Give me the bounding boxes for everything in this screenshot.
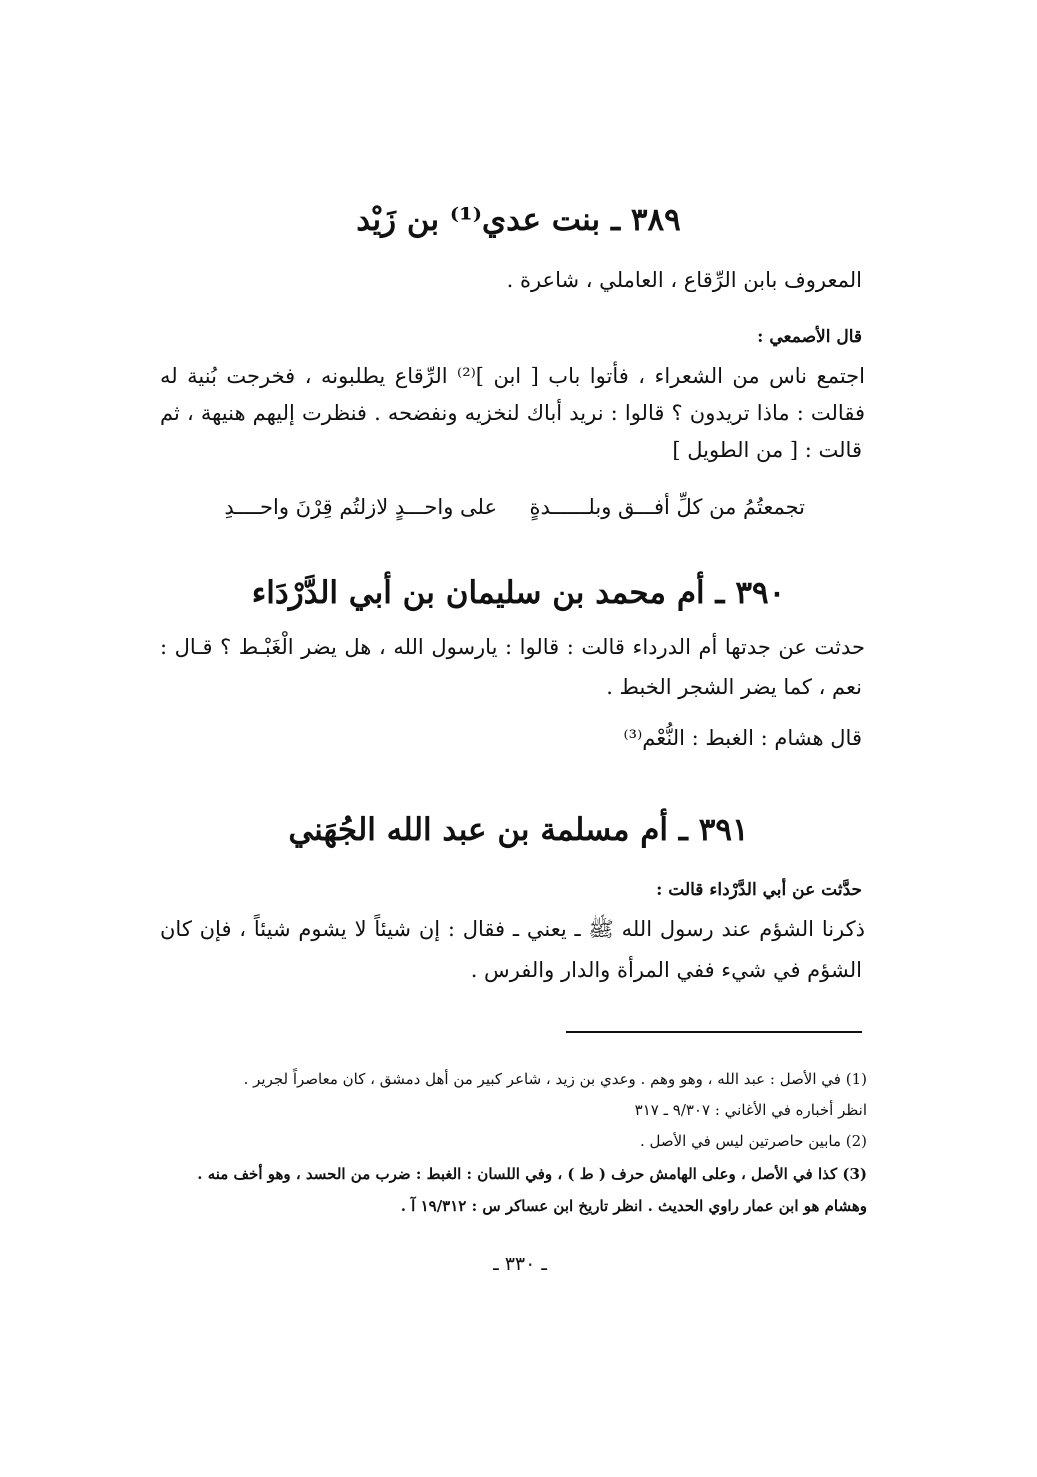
verse-first-hemistich: تجمعتُمُ من كلِّ أفـــق وبلــــــدةٍ bbox=[529, 495, 805, 519]
footnote-line: (1) في الأصل : عبد الله ، وهو وهم . وعدي بن زيد ، شاعر كبير من أهل دمشق ، كان معاصراً لجرير . bbox=[243, 1070, 867, 1088]
footnote-separator bbox=[566, 1031, 862, 1033]
body-line: نعم ، كما يضر الشجر الخبط . bbox=[606, 675, 862, 699]
footnote-line: (2) مابين حاصرتين ليس في الأصل . bbox=[639, 1132, 867, 1150]
source-label: حدَّثت عن أبي الدَّرْداء قالت : bbox=[656, 880, 862, 900]
footnote-line: انظر أخباره في الأغاني : ٩/٣٠٧ ـ ٣١٧ bbox=[634, 1101, 867, 1119]
body-line: الشؤم في شيء ففي المرأة والدار والفرس . bbox=[470, 958, 862, 982]
entry-heading: ٣٩١ ـ أم مسلمة بن عبد الله الجُهَني bbox=[288, 812, 749, 848]
footnote-line: (3) كذا في الأصل ، وعلى الهامش حرف ( ط ) ، وفي اللسان : الغبط : ضرب من الحسد ، وهو أخف منه . bbox=[197, 1165, 867, 1183]
verse-second-hemistich: على واحـــدٍ لازلتُم قِرْنَ واحــــدِ bbox=[224, 495, 497, 519]
page-number: ـ ٣٣٠ ـ bbox=[493, 1253, 547, 1275]
source-label: قال الأصمعي : bbox=[757, 327, 862, 347]
body-line: قالت : [ من الطويل ] bbox=[672, 438, 862, 462]
entry-heading: ٣٩٠ ـ أم محمد بن سليمان بن أبي الدَّرْدَاء bbox=[251, 575, 786, 611]
entry-heading: ٣٨٩ ـ بنت عدي⁽¹⁾ بن زَيْد bbox=[356, 202, 681, 238]
footnote-line: وهشام هو ابن عمار راوي الحديث . انظر تاريخ ابن عساكر س : ١٩/٣١٢ آ . bbox=[400, 1197, 867, 1215]
body-line: فقالت : ماذا تريدون ؟ قالوا : نريد أباك لنخزيه ونفضحه . فنظرت إليهم هنيهة ، ثم bbox=[160, 401, 865, 425]
body-line: حدثت عن جدتها أم الدرداء قالت : قالوا : يارسول الله ، هل يضر الْغَبْـط ؟ قـال : bbox=[160, 635, 865, 659]
body-line: ذكرنا الشؤم عند رسول الله ﷺ ـ يعني ـ فقال : إن شيئاً لا يشوم شيئاً ، فإن كان bbox=[160, 917, 865, 941]
body-line: اجتمع ناس من الشعراء ، فأتوا باب [ ابن ]⁽²⁾ الرِّقاع يطلبونه ، فخرجت بُنية له bbox=[160, 364, 865, 388]
entry-closing: قال هشام : الغبط : النُّعْم⁽³⁾ bbox=[623, 726, 862, 750]
entry-intro: المعروف بابن الرِّقاع ، العاملي ، شاعرة . bbox=[506, 268, 862, 292]
